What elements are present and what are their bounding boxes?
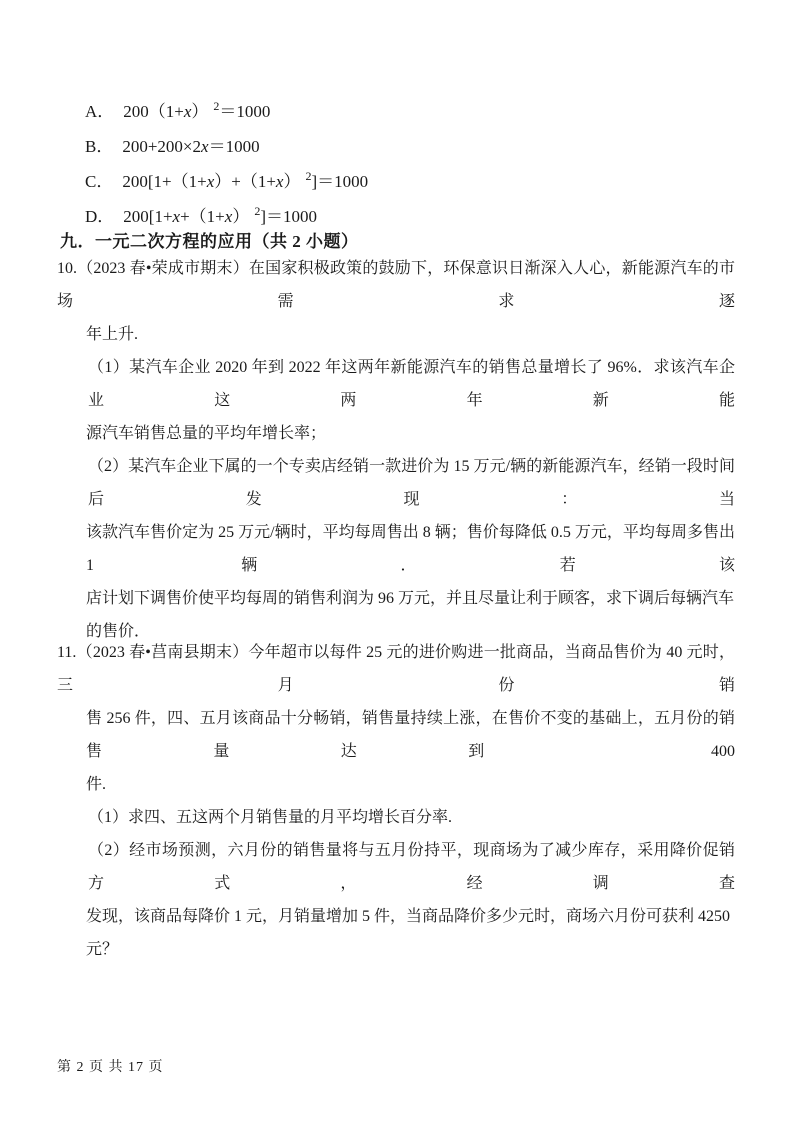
problem-10-line: 10.（2023 春•荣成市期末）在国家积极政策的鼓励下，环保意识日渐深入人心，新能源汽车的市场需求逐 [57,260,735,310]
option-label: B． [85,137,114,156]
formula-segment: 2 [254,204,261,219]
option-label: D． [85,207,115,226]
option-A [85,94,368,129]
section-header: 九．一元二次方程的应用（共 2 小题） [60,232,359,251]
formula-segment: ＝1000 [219,102,271,121]
formula-segment: +（1+ [180,207,225,226]
problem-11-line: 11.（2023 春•莒南县期末）今年超市以每件 25 元的进价购进一批商品，当商品售价为 40 元时，三月份销 [57,644,735,694]
page-footer: 第 2 页 共 17 页 [57,1060,164,1075]
option-label: A． [85,102,115,121]
problem-11-line: 件. [86,776,107,793]
formula-segment: 200（1+ [123,102,184,121]
formula-segment: x [206,172,215,191]
options-list [85,94,368,234]
problem-10-line: 年上升. [86,326,139,343]
formula-segment: x [275,172,284,191]
formula-segment: x [172,207,181,226]
formula-segment: ）+（1+ [214,172,276,191]
formula-segment: x [183,102,192,121]
formula-segment: ]＝1000 [260,207,317,226]
problem-10 [57,252,735,648]
formula-segment: x [224,207,233,226]
formula-segment: 200[1+（1+ [122,172,207,191]
formula-segment: 2 [213,99,220,114]
formula-segment: 200[1+ [123,207,173,226]
problem-11-line: （1）求四、五这两个月销售量的月平均增长百分率. [88,809,453,826]
formula-segment: 200+200×2 [122,137,202,156]
problem-11-line: （2）经市场预测，六月份的销售量将与五月份持平，现商场为了减少库存，采用降价促销方式，经调查 [88,842,735,892]
option-label: C． [85,172,114,191]
formula-segment: x [201,137,209,156]
problem-11-line: 发现，该商品每降价 1 元，月销量增加 5 件，当商品降价多少元时，商场六月份可获利 4250 元？ [86,908,731,958]
problem-10-line: 店计划下调售价使平均每周的销售利润为 96 万元，并且尽量让利于顾客，求下调后每辆汽车的售价． [86,590,735,640]
problem-10-line: 源汽车销售总量的平均年增长率； [86,425,327,442]
formula-segment: ） [232,207,250,226]
formula-segment: 2 [305,169,312,184]
problem-10-line: （1）某汽车企业 2020 年到 2022 年这两年新能源汽车的销售总量增长了 96%．求该汽车企业这两年新能 [88,359,735,409]
formula-segment: ]＝1000 [311,172,369,191]
option-B [85,129,368,164]
formula-segment: ＝1000 [208,137,260,156]
problem-11 [57,636,735,966]
option-C [85,164,368,199]
problem-11-line: 售 256 件，四、五月该商品十分畅销，销售量持续上涨，在售价不变的基础上，五月份的销售量达到 400 [86,710,735,760]
formula-segment: ） [283,172,301,191]
problem-10-line: （2）某汽车企业下属的一个专卖店经销一款进价为 15 万元/辆的新能源汽车，经销一段时间后发现：当 [88,458,735,508]
formula-segment: ） [191,102,209,121]
problem-10-line: 该款汽车售价定为 25 万元/辆时，平均每周售出 8 辆；售价每降低 0.5 万元，平均每周多售出 1 辆．若该 [86,524,735,574]
